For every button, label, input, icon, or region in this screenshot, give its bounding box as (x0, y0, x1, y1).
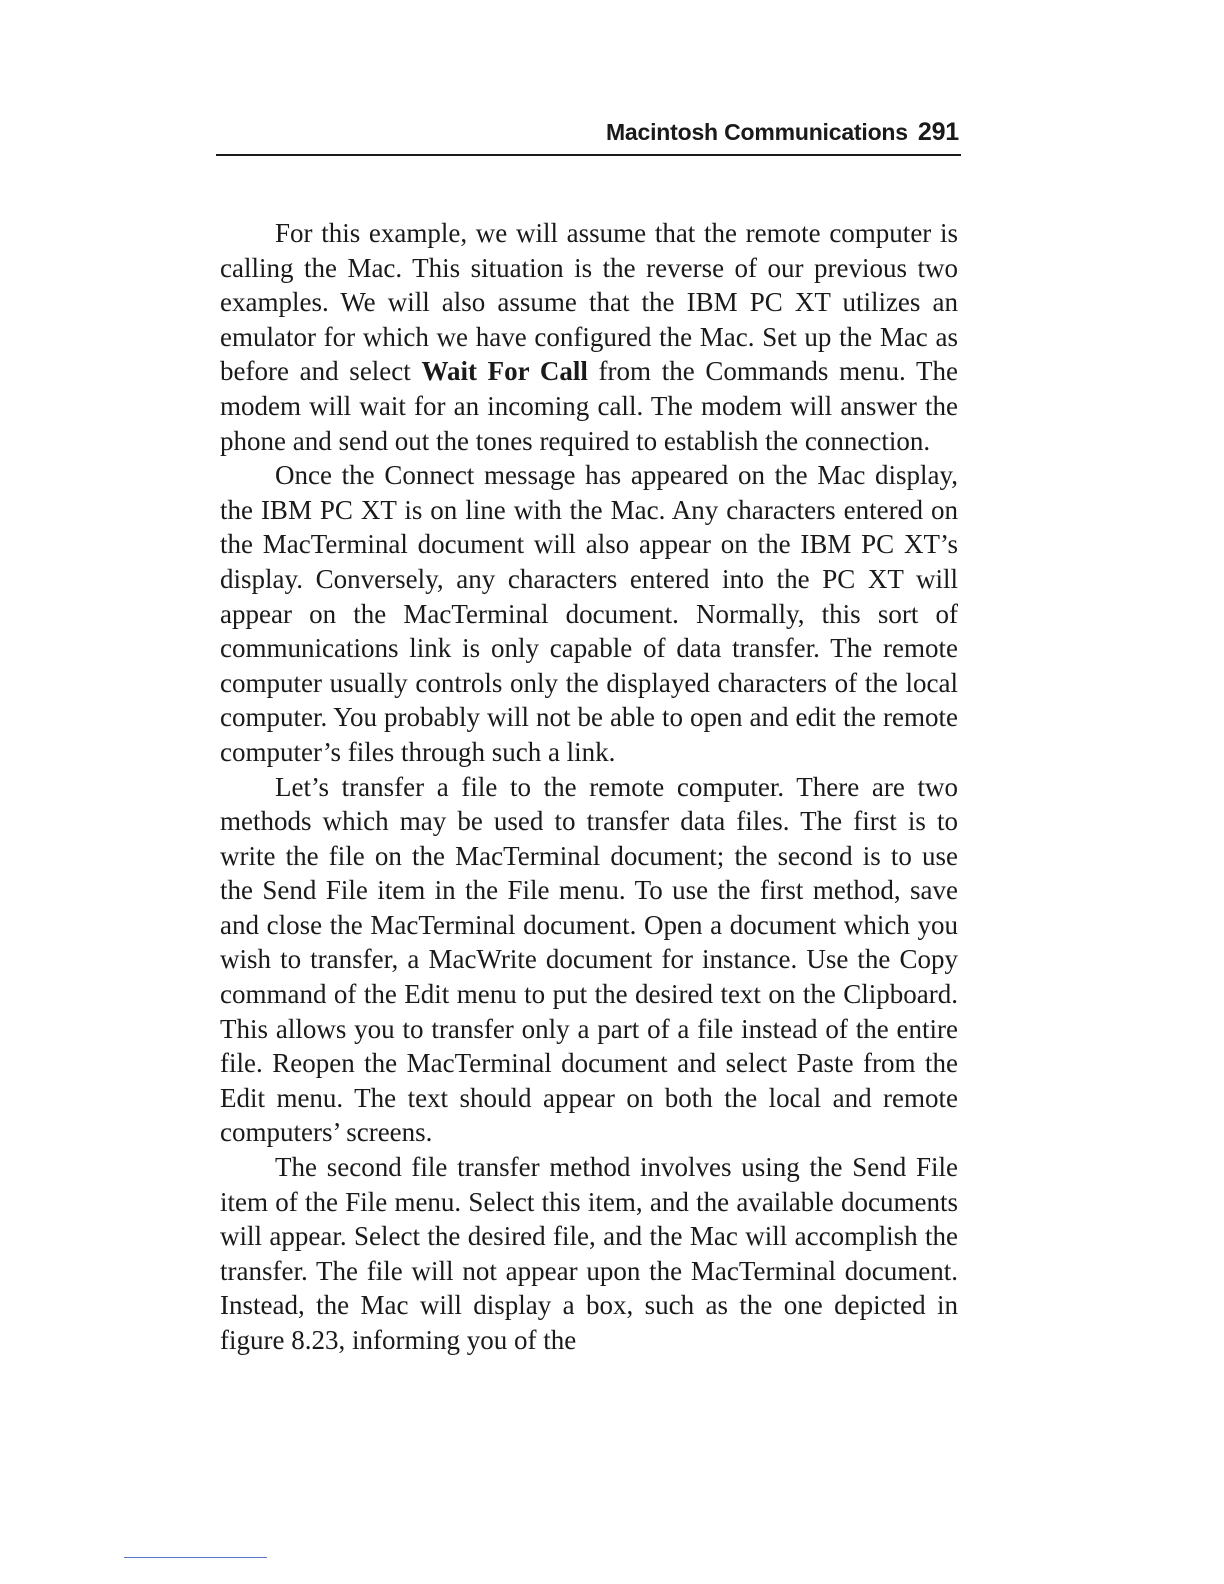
paragraph-3: Let’s transfer a file to the remote computer. There are two methods which may be used to transfer data files. The first is to write the file on the MacTerminal document; the second is to use the Send File item in the File menu. To use the first method, save and close the MacTerminal document. Open a document which you wish to transfer, a MacWrite document for instance. Use the Copy command of the Edit menu to put the desired text on the Clipboard. This allows you to transfer only a part of a file instead of the entire file. Reopen the MacTerminal document and select Paste from the Edit menu. The text should appear on both the local and remote computers’ screens. (220, 771, 958, 1148)
paragraph-1-text-before: For this example, we will assume that the remote computer is calling the Mac. This situation is the reverse of our previous two examples. We will also assume that the IBM PC XT utilizes an emulator for which we have configured the Mac. Set up the Mac as before and select (220, 218, 958, 387)
page-number: 291 (917, 118, 959, 146)
paragraph-1-text-after: from the Commands menu. The modem will wait for an incoming call. The modem will answer the phone and send out the tones required to establish the connection. (220, 356, 958, 456)
paragraph-4: The second file transfer method involves using the Send File item of the File menu. Select this item, and the available documents will appear. Select the desired file, and the Mac will accomplish the transfer. The file will not appear upon the MacTerminal document. Instead, the Mac will display a box, such as the one depicted in figure 8.23, informing you of the (220, 1152, 958, 1355)
paragraph-2: Once the Connect message has appeared on the Mac display, the IBM PC XT is on line with the Mac. Any characters entered on the MacTerminal document will also appear on the IBM PC XT’s display. Conversely, any characters entered into the PC XT will appear on the MacTerminal document. Normally, this sort of communications link is only capable of data transfer. The remote computer usually controls only the displayed characters of the local computer. You probably will not be able to open and edit the remote computer’s files through such a link. (220, 460, 958, 767)
running-header-text (606, 118, 959, 147)
footer-rule (124, 1557, 267, 1558)
chapter-title: Macintosh Communications (605, 119, 908, 145)
paragraph-1 (220, 216, 958, 458)
running-header (216, 114, 961, 156)
wait-for-call-term: Wait For Call (421, 356, 588, 387)
body-text (220, 216, 958, 1358)
